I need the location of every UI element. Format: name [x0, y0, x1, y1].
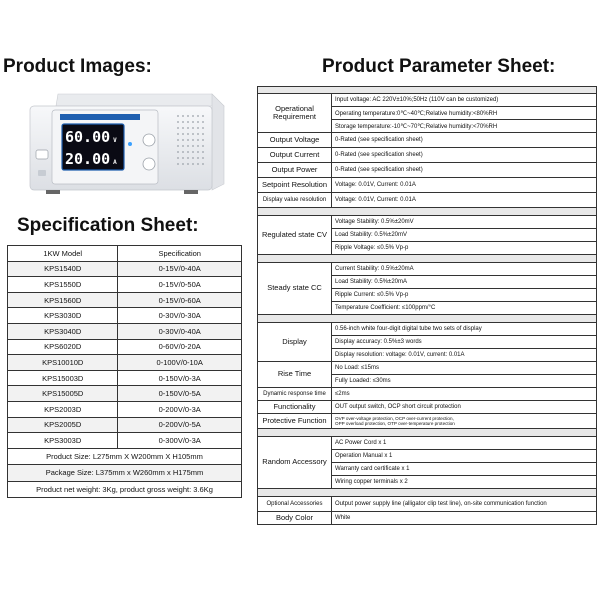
param-value: No Load: ≤15ms	[332, 362, 597, 375]
table-row	[8, 292, 242, 308]
spec-cell: 0-30V/0-40A	[118, 323, 242, 339]
spec-cell: 0-200V/0-5A	[118, 417, 242, 433]
table-row	[258, 87, 597, 94]
operational-label: Operational Requirement	[258, 94, 332, 133]
param-value: 0-Rated (see specification sheet)	[332, 148, 597, 163]
table-row	[258, 489, 597, 497]
separator	[258, 315, 597, 323]
table-row	[258, 163, 597, 178]
table-row	[8, 386, 242, 402]
table-row	[8, 433, 242, 449]
table-row	[258, 255, 597, 263]
voltage-readout	[65, 128, 117, 148]
table-row	[8, 465, 242, 482]
spec-cell: 0-15V/0-40A	[118, 261, 242, 277]
model-cell: KPS1560D	[8, 292, 118, 308]
param-value: Load Stability: 0.5%±20mA	[332, 276, 597, 289]
spec-cell: 0-150V/0-3A	[118, 370, 242, 386]
param-label: Setpoint Resolution	[258, 178, 332, 193]
param-value: 0.56-inch white four-digit digital tube two sets of display	[332, 323, 597, 336]
table-row	[8, 261, 242, 277]
table-row	[258, 133, 597, 148]
separator	[258, 87, 597, 94]
cc-label: Steady state CC	[258, 263, 332, 315]
param-value: Output power supply line (alligator clip test line), on-site communication function	[332, 497, 597, 512]
separator	[258, 489, 597, 497]
param-value: 0-Rated (see specification sheet)	[332, 163, 597, 178]
param-value: Operating temperature:0℃~40℃;Relative humidity:<80%RH	[332, 107, 597, 120]
spec-cell: 0-15V/0-60A	[118, 292, 242, 308]
param-label: Dynamic response time	[258, 388, 332, 401]
model-cell: KPS3040D	[8, 323, 118, 339]
table-row	[258, 362, 597, 375]
param-value: Wiring copper terminals x 2	[332, 476, 597, 489]
spec-cell: 0-15V/0-50A	[118, 277, 242, 293]
table-row	[258, 315, 597, 323]
weight-cell: Product net weight: 3Kg, product gross weight: 3.6Kg	[8, 481, 242, 498]
table-row	[258, 208, 597, 216]
spec-header-spec: Specification	[118, 246, 242, 262]
spec-cell: 0-200V/0-3A	[118, 401, 242, 417]
table-row	[258, 193, 597, 208]
spec-cell: 0-150V/0-5A	[118, 386, 242, 402]
param-value: Voltage: 0.01V, Current: 0.01A	[332, 193, 597, 208]
spec-cell: 0-60V/0-20A	[118, 339, 242, 355]
voltage-value: 60.00	[65, 128, 111, 146]
model-cell: KPS10010D	[8, 355, 118, 371]
param-sheet-heading: Product Parameter Sheet:	[322, 56, 556, 77]
table-row	[8, 339, 242, 355]
current-value: 20.00	[65, 150, 111, 168]
param-label: Protective Function	[258, 414, 332, 429]
param-value: Ripple Current: ≤0.5% Vp-p	[332, 289, 597, 302]
param-label: Functionality	[258, 401, 332, 414]
separator	[258, 429, 597, 437]
voltage-unit: V	[113, 137, 117, 144]
current-readout	[65, 150, 117, 170]
spec-table	[7, 245, 242, 498]
rise-label: Rise Time	[258, 362, 332, 388]
table-row	[258, 414, 597, 429]
model-cell: KPS15003D	[8, 370, 118, 386]
table-row	[8, 417, 242, 433]
model-cell: KPS3030D	[8, 308, 118, 324]
param-value: AC Power Cord x 1	[332, 437, 597, 450]
param-value: Voltage: 0.01V, Current: 0.01A	[332, 178, 597, 193]
spec-sheet-heading: Specification Sheet:	[17, 215, 199, 236]
param-label: Body Color	[258, 512, 332, 525]
param-label: Output Current	[258, 148, 332, 163]
table-row	[258, 512, 597, 525]
package-size-cell: Package Size: L375mm x W260mm x H175mm	[8, 465, 242, 482]
table-row	[8, 448, 242, 465]
table-row	[258, 323, 597, 336]
spec-cell: 0-30V/0-30A	[118, 308, 242, 324]
separator	[258, 208, 597, 216]
product-size-cell: Product Size: L275mm X W200mm X H105mm	[8, 448, 242, 465]
current-unit: A	[113, 159, 117, 166]
spec-header-model: 1KW Model	[8, 246, 118, 262]
model-cell: KPS1540D	[8, 261, 118, 277]
table-row	[258, 437, 597, 450]
spec-header-row	[8, 246, 242, 262]
table-row	[258, 94, 597, 107]
table-row	[8, 481, 242, 498]
param-label: Optional Accessories	[258, 497, 332, 512]
spec-cell: 0-100V/0-10A	[118, 355, 242, 371]
param-value: Voltage Stability: 0.5%±20mV	[332, 216, 597, 229]
table-row	[258, 178, 597, 193]
model-cell: KPS15005D	[8, 386, 118, 402]
accessory-label: Random Accessory	[258, 437, 332, 489]
param-line: OVP over-voltage protection, OCP over-current protection,	[335, 415, 454, 421]
model-cell: KPS6020D	[8, 339, 118, 355]
param-line: OPP overload protection, OTP over-temperature protection	[335, 421, 455, 426]
spec-cell: 0-300V/0-3A	[118, 433, 242, 449]
param-value: OUT output switch, OCP short circuit protection	[332, 401, 597, 414]
param-value: Load Stability: 0.5%±20mV	[332, 229, 597, 242]
param-value: Operation Manual x 1	[332, 450, 597, 463]
protective-value	[332, 414, 597, 429]
param-value: Display accuracy: 0.5%±3 words	[332, 336, 597, 349]
param-table	[257, 86, 597, 525]
param-value: Ripple Voltage: ≤0.5% Vp-p	[332, 242, 597, 255]
table-row	[8, 323, 242, 339]
table-row	[8, 277, 242, 293]
param-label: Output Power	[258, 163, 332, 178]
separator	[258, 255, 597, 263]
table-row	[258, 216, 597, 229]
table-row	[258, 388, 597, 401]
param-value: Current Stability: 0.5%±20mA	[332, 263, 597, 276]
cv-label: Regulated state CV	[258, 216, 332, 255]
table-row	[258, 148, 597, 163]
param-value: 0-Rated (see specification sheet)	[332, 133, 597, 148]
model-cell: KPS2003D	[8, 401, 118, 417]
param-label: Output Voltage	[258, 133, 332, 148]
table-row	[8, 401, 242, 417]
table-row	[8, 370, 242, 386]
model-cell: KPS1550D	[8, 277, 118, 293]
display-label: Display	[258, 323, 332, 362]
param-value: White	[332, 512, 597, 525]
table-row	[258, 497, 597, 512]
param-value: ≤2ms	[332, 388, 597, 401]
param-label: Display value resolution	[258, 193, 332, 208]
param-value: Storage temperature:-10℃~70℃;Relative humidity:<70%RH	[332, 120, 597, 133]
param-value: Display resolution: voltage: 0.01V, current: 0.01A	[332, 349, 597, 362]
param-value: Warranty card certificate x 1	[332, 463, 597, 476]
table-row	[8, 308, 242, 324]
product-images-heading: Product Images:	[3, 56, 152, 77]
table-row	[258, 401, 597, 414]
table-row	[258, 429, 597, 437]
product-image	[12, 92, 234, 200]
param-value: Input voltage: AC 220V±10%;50Hz (110V can be customized)	[332, 94, 597, 107]
param-value: Temperature Coefficient: ≤100ppm/°C	[332, 302, 597, 315]
table-row	[258, 263, 597, 276]
model-cell: KPS3003D	[8, 433, 118, 449]
table-row	[8, 355, 242, 371]
param-value: Fully Loaded: ≤30ms	[332, 375, 597, 388]
model-cell: KPS2005D	[8, 417, 118, 433]
